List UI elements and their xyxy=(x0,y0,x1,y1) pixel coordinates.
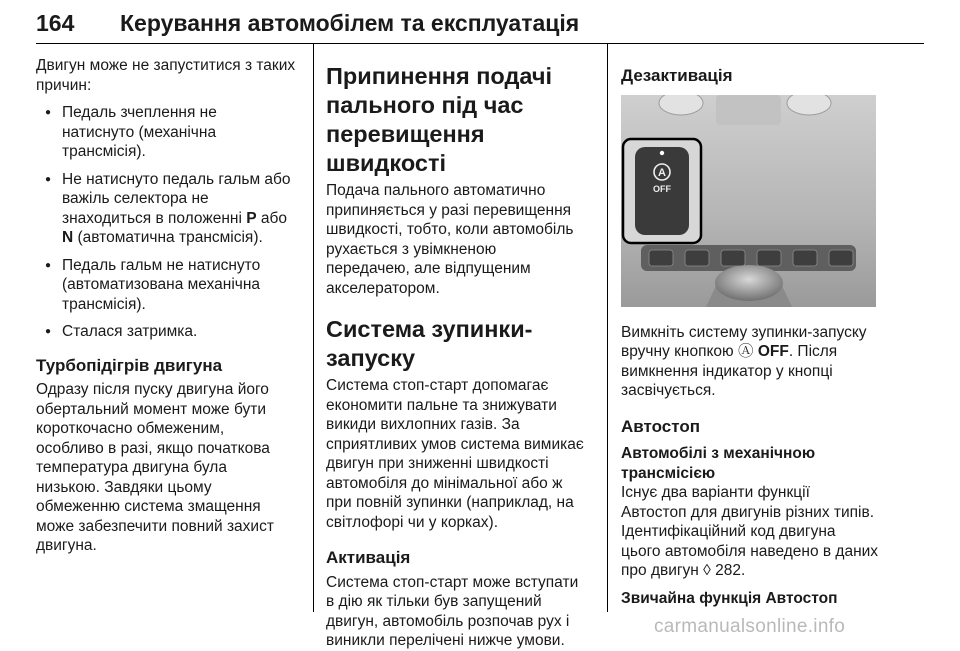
header-rule xyxy=(36,43,924,44)
fuel-cutoff-text: Подача пального автоматично припиняється у разі перевищення швидкості, тобто, коли автомобіль рухається з увімкненою передачею, але відпущеним акселератором. xyxy=(326,182,574,297)
column-divider-2 xyxy=(607,44,608,612)
section-heading-autostop: Автостоп xyxy=(621,416,700,436)
svg-text:A: A xyxy=(658,166,666,179)
column-divider-1 xyxy=(313,44,314,612)
page-number: 164 xyxy=(36,10,75,36)
photo-off-label: OFF xyxy=(653,183,671,194)
subheading-manual-transmission: Автомобілі з механічною трансмісією xyxy=(621,445,816,482)
footer-watermark: carmanualsonline.info xyxy=(654,616,846,637)
page-reference: 282. xyxy=(710,562,746,579)
subheading-normal-autostop: Звичайна функція Автостоп xyxy=(621,589,838,607)
deactivation-text: Вимкніть систему зупинки-запуску вручну кнопкою Ⓐ OFF. Після вимкнення індикатор у кнопці засвічується. xyxy=(621,323,867,399)
activation-text: Система стоп-старт може вступати в дію як тільки був запущений двигун, автомобіль розпочав рух і виникли перелічені нижче умови. xyxy=(326,573,579,649)
stop-start-text: Система стоп-старт допомагає економити пальне та знижувати викиди вихлопних газів. За сприятливих умов система вимикає двигун при зниженні швидкості автомобіля до мінімальної або ж при повній зупинки (наприклад, на світлофорі чи у корках). xyxy=(326,377,584,531)
reasons-list xyxy=(36,103,304,342)
page-header xyxy=(36,6,924,46)
section-heading-turbo: Турбопідігрів двигуна xyxy=(36,355,223,375)
auto-stop-icon: Ⓐ xyxy=(737,343,754,360)
list-item: ● Педаль зчеплення не натиснуто (механічна трансмісія). xyxy=(36,103,304,162)
page-title: Керування автомобілем та експлуатація xyxy=(120,10,580,36)
indicator-led xyxy=(660,150,664,154)
off-label: OFF xyxy=(757,343,789,360)
list-item: ● Не натиснуто педаль гальм або важіль селектора не знаходиться в положенні P або N (автоматична трансмісія). xyxy=(36,170,304,248)
manual-transmission-text: Існує два варіанти функції Автостоп для двигунів різних типів. Ідентифікаційний код двигуна цього автомобіля наведено в даних про двигун ◊ 282. xyxy=(621,484,879,579)
intro-text: Двигун може не запуститися з таких причин: xyxy=(36,57,296,94)
section-heading-fuel-cutoff: Припинення подачі пального під час перевищення швидкості xyxy=(326,63,553,176)
turbo-text: Одразу після пуску двигуна його обертальний момент може бути короткочасно обмеженим, особливо в разі, якщо початкова температура двигуна була низькою. Завдяки цьому обмеженню система змащення може забезпечити повний захист двигуна. xyxy=(36,381,274,554)
stop-start-button-photo xyxy=(621,95,876,307)
page-reference-icon: ◊ xyxy=(703,562,711,579)
column-right xyxy=(621,66,892,608)
column-middle xyxy=(326,62,592,651)
list-item: ● Сталася затримка. xyxy=(36,322,304,342)
section-heading-deactivation: Дезактивація xyxy=(621,66,733,85)
gear-n-label: N xyxy=(62,229,74,246)
list-item: ● Педаль гальм не натиснуто (автоматизована механічна трансмісія). xyxy=(36,256,304,315)
section-heading-stop-start: Система зупинки-запуску xyxy=(326,316,533,371)
gear-p-label: P xyxy=(246,209,257,227)
column-left xyxy=(36,56,304,556)
section-heading-activation: Активація xyxy=(326,548,411,567)
